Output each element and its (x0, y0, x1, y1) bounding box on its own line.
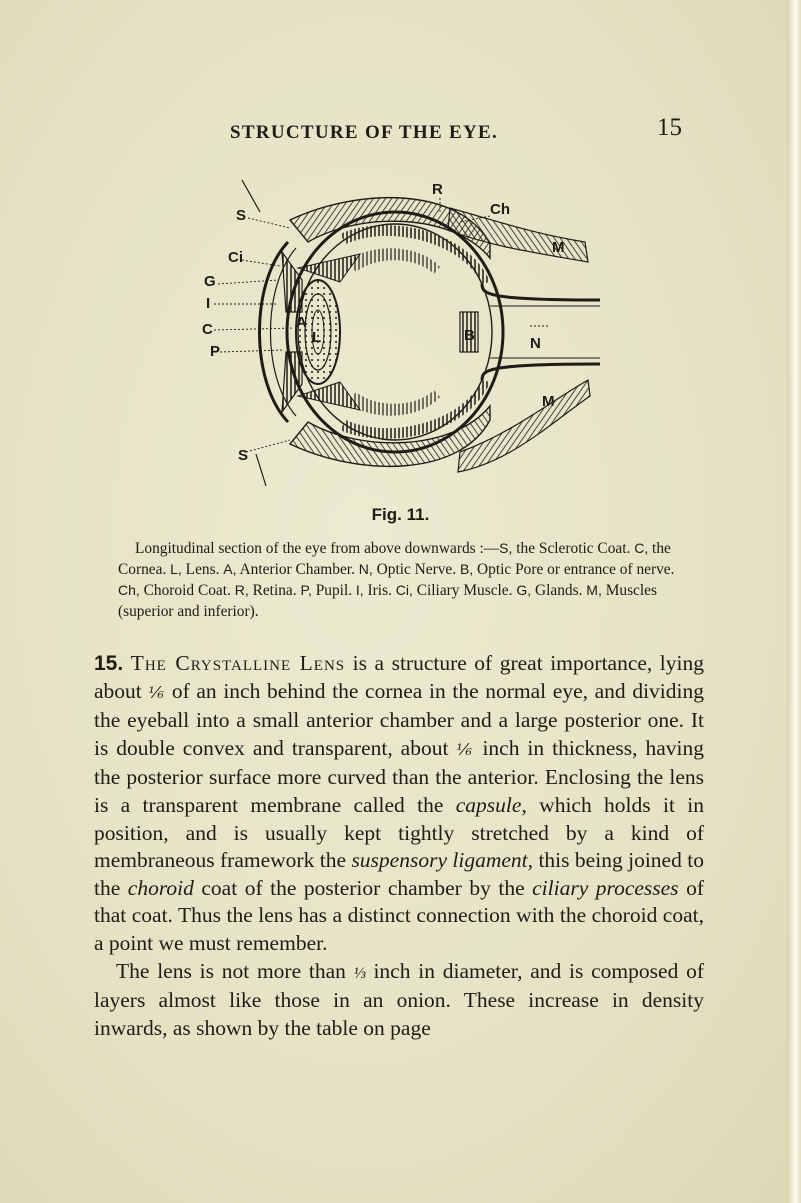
caption-key: P, (300, 582, 312, 598)
text-run: The lens is not more than (116, 958, 354, 983)
text-run: inch in thickness, having the posterior surface more curved than the anterior. Enclosing the lens is a transparent membrane called the (94, 735, 704, 817)
caption-key: N, (358, 561, 373, 577)
paragraph-lens-diameter (94, 958, 704, 1043)
term-suspensory-ligament: suspensory ligament, (351, 848, 534, 873)
term-ciliary-processes: ciliary processes (532, 875, 679, 900)
eye-section-illustration (190, 172, 600, 502)
term-capsule: capsule, (455, 792, 527, 817)
eyeball-drawing (214, 180, 600, 486)
caption-key: A, (223, 561, 237, 577)
caption-key: I, (355, 582, 364, 598)
page-edge (787, 0, 801, 1203)
text-run: this being joined to the (94, 848, 704, 900)
fraction: ⅓ (353, 964, 366, 982)
section-heading: The Crystalline Lens (130, 651, 346, 675)
caption-text: Retina. (248, 582, 301, 599)
fraction: ⅙ (148, 684, 166, 702)
caption-text: Glands. (531, 582, 587, 599)
callout-n: N (530, 335, 541, 352)
text-run: of an inch behind the cornea in the normal eye, and dividing the eyeball into a small anterior chamber and a large posterior one. It is double convex and transparent, about (94, 678, 704, 760)
caption-text: Pupil. (311, 582, 356, 599)
callout-b: B (464, 327, 475, 344)
caption-text: Iris. (363, 582, 396, 599)
caption-text: Ciliary Muscle. (412, 582, 517, 599)
caption-key: Ci, (395, 582, 413, 598)
body-text (94, 650, 704, 1042)
paragraph-crystalline-lens (94, 650, 704, 958)
caption-key: G, (516, 582, 532, 598)
callout-a: A (296, 314, 307, 331)
callout-m-bottom: M (542, 393, 555, 410)
fraction: ⅙ (456, 741, 475, 759)
text-run: which holds it in position, and is usually kept tightly stretched by a kind of membraneous framework the (94, 792, 704, 873)
caption-text: Optic Nerve. (372, 561, 460, 578)
caption-text: Choroid Coat. (139, 582, 235, 599)
callout-c: C (202, 321, 213, 338)
text-run: inch in diameter, and is composed of layers almost like those in an onion. These increase in density inwards, as shown by the table on page (94, 958, 704, 1040)
caption-key: B, (459, 561, 474, 577)
caption-key: C, (634, 540, 649, 556)
caption-text: the Sclerotic Coat. (512, 540, 635, 557)
callout-r: R (432, 181, 443, 198)
caption-key: S, (499, 540, 513, 556)
callout-p: P (210, 343, 221, 360)
callout-g: G (204, 273, 216, 290)
caption-text: the Cornea. (118, 540, 671, 578)
caption-key: L, (170, 561, 182, 577)
running-title: STRUCTURE OF THE EYE. (230, 122, 499, 143)
text-run: of that coat. Thus the lens has a distinct connection with the choroid coat, a point we must remember. (94, 875, 704, 955)
callout-s-bottom: S (238, 447, 249, 464)
caption-key: R, (234, 582, 249, 598)
callout-i: I (206, 295, 211, 312)
caption-text: Optic Pore or entrance of nerve. (473, 561, 675, 578)
caption-key: Ch, (118, 582, 140, 598)
page-number: 15 (657, 114, 682, 141)
callout-s-top: S (236, 207, 247, 224)
caption-intro: Longitudinal section of the eye from above downwards :— (135, 540, 500, 557)
caption-text: Lens. (181, 561, 224, 578)
text-run: coat of the posterior chamber by the (193, 875, 533, 900)
figure-label: Fig. 11. (371, 505, 430, 524)
section-number: 15. (94, 652, 124, 675)
term-choroid: choroid (127, 875, 194, 900)
callout-m-top: M (552, 239, 565, 256)
callout-l: L (312, 329, 322, 346)
caption-key: M, (586, 582, 602, 598)
caption-text: Anterior Chamber. (236, 561, 359, 578)
text-run: is a structure of great importance, lying about (94, 651, 705, 703)
callout-ci: Ci (228, 249, 243, 266)
caption-text: Muscles (superior and inferior). (118, 582, 657, 620)
figure-caption (118, 538, 698, 622)
callout-ch: Ch (490, 201, 510, 218)
